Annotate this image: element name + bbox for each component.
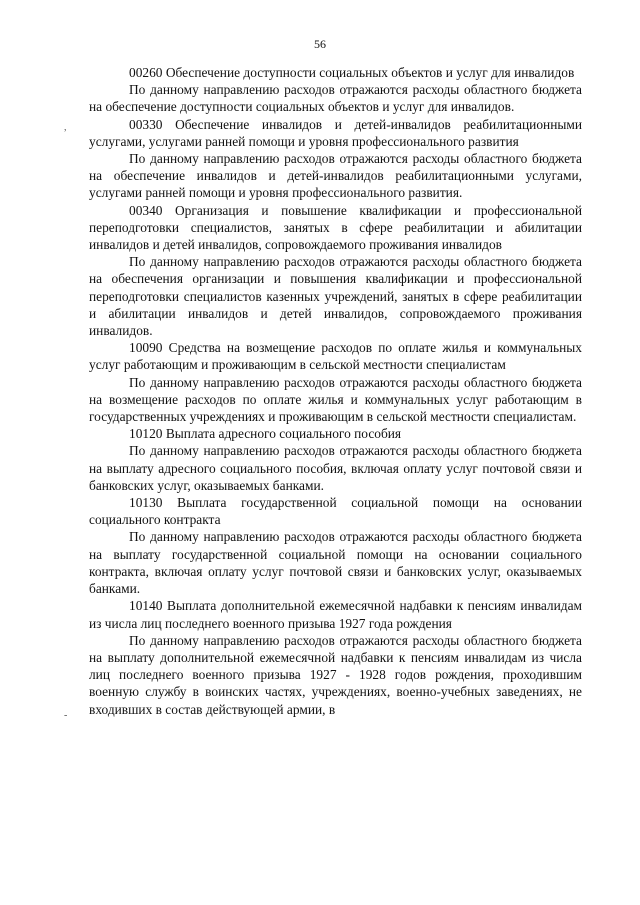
paragraph: По данному направлению расходов отражаются расходы областного бюджета на выплату дополнительной ежемесячной надбавки к пенсиям инвалидам из числа лиц последнего военного призыва 1927 - 1928 годов рождения, проходившим военную службу в воинских частях, учреждениях, военно-учебных заведениях, не входивших в состав действующей армии, в [89, 632, 582, 717]
paragraph-heading: 00340 Организация и повышение квалификации и профессиональной переподготовки специалистов, занятых в сфере реабилитации и абилитации инвалидов и детей инвалидов, сопровождаемого проживания инвалидов [89, 202, 582, 253]
margin-mark: - [64, 710, 68, 721]
paragraph-heading: 10090 Средства на возмещение расходов по оплате жилья и коммунальных услуг работающим и проживающим в сельской местности специалистам [89, 340, 582, 373]
page-number: 56 [314, 37, 326, 51]
paragraph: По данному направлению расходов отражаются расходы областного бюджета на выплату адресного социального пособия, включая оплату услуг почтовой связи и банковских услуг, оказываемых банками. [89, 443, 582, 493]
paragraph: По данному направлению расходов отражаются расходы областного бюджета на выплату государственной социальной помощи на основании социального контракта, включая оплату услуг почтовой связи и банковских услуг, оказываемых банками. [89, 529, 582, 597]
paragraph: По данному направлению расходов отражаются расходы областного бюджета на обеспечение доступности социальных объектов и услуг для инвалидов. [89, 82, 582, 115]
paragraph-heading: 10120 Выплата адресного социального пособия [129, 426, 402, 442]
paragraph-heading: 10140 Выплата дополнительной ежемесячной надбавки к пенсиям инвалидам из числа лиц последнего военного призыва 1927 года рождения [89, 598, 582, 631]
paragraph: По данному направлению расходов отражаются расходы областного бюджета на возмещение расходов по оплате жилья и коммунальных услуг работающим в государственных учреждениях и проживающим в сельской местности специалистам. [89, 374, 582, 425]
paragraph-heading: 10130 Выплата государственной социальной помощи на основании социального контракта [89, 495, 582, 528]
paragraph-heading: 00330 Обеспечение инвалидов и детей-инвалидов реабилитационными услугами, услугами ранней помощи и уровня профессионального развития [89, 116, 582, 149]
margin-mark: , [64, 122, 67, 133]
document-body [89, 64, 582, 718]
paragraph-heading: 00260 Обеспечение доступности социальных объектов и услуг для инвалидов [129, 65, 575, 80]
paragraph: По данному направлению расходов отражаются расходы областного бюджета на обеспечение инвалидов и детей-инвалидов реабилитационными услугами, услугами ранней помощи и уровня профессионального развития. [89, 151, 582, 201]
paragraph: По данному направлению расходов отражаются расходы областного бюджета на обеспечения организации и повышения квалификации и профессиональной переподготовки специалистов казенных учреждений, занятых в сфере реабилитации и абилитации инвалидов и детей инвалидов, сопровождаемого проживания инвалидов. [89, 254, 582, 339]
